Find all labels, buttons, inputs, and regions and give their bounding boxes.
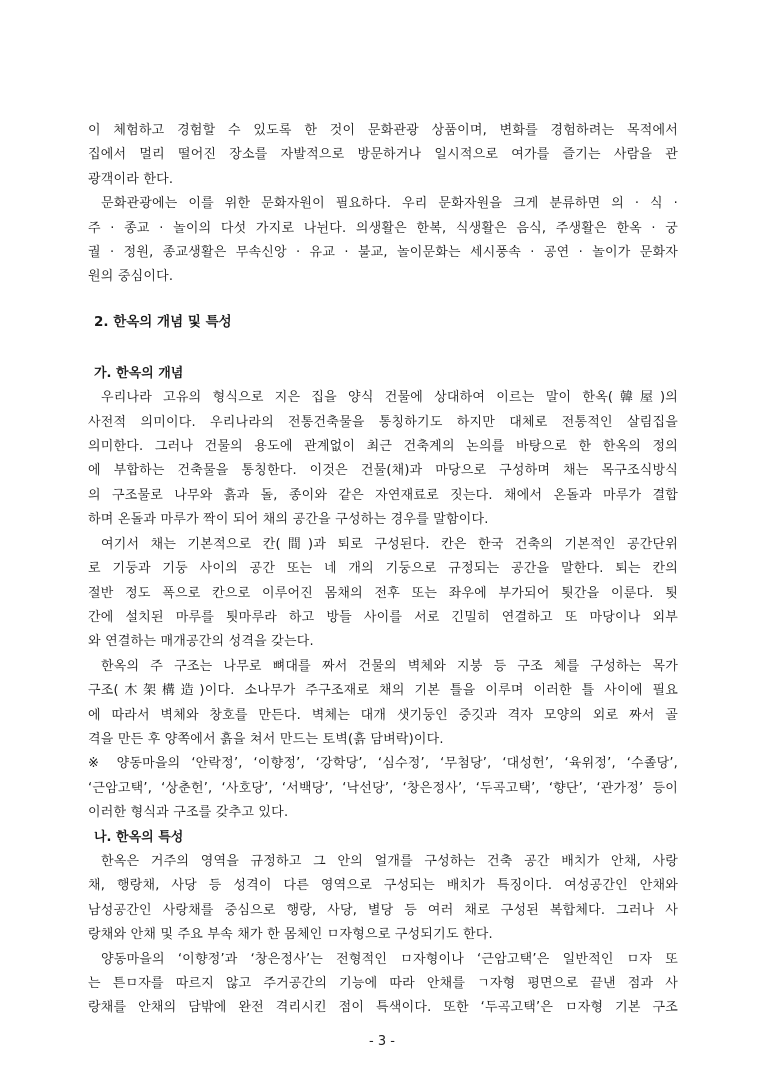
text-line: 에 따라서 벽체와 창호를 만든다. 벽체는 대개 샛기둥인 중깃과 격자 모양의 외로 짜서 골 <box>88 707 678 723</box>
text-line: 의 구조물로 나무와 흙과 돌, 종이와 같은 자연재료로 짓는다. 채에서 온돌과 마루가 결합 <box>88 487 678 503</box>
text-line: 양동마을의 ‘이향정’과 ‘창은정사’는 전형적인 ㅁ자형이나 ‘근암고택’은 일반적인 ㅁ자 또 <box>101 951 678 967</box>
text-line: ‘근암고택’, ‘상춘헌’, ‘사호당’, ‘서백당’, ‘낙선당’, ‘창은정사’, ‘두곡고택’, ‘향단’, ‘관가정’ 등이 <box>88 780 678 796</box>
subsection-heading-characteristics: 나. 한옥의 특성 <box>94 829 184 845</box>
text-line: ※ 양동마을의 ‘안락정’, ‘이향정’, ‘강학당’, ‘심수정’, ‘무첨당’, ‘대성헌’, ‘육위정’, ‘수졸당’, <box>88 756 678 772</box>
text-line: 채, 행랑채, 사당 등 성격이 다른 영역으로 구성되는 배치가 특징이다. 여성공간인 안채와 <box>88 878 678 894</box>
text-line: 절반 정도 폭으로 칸으로 이루어진 몸채의 전후 또는 좌우에 부가되어 툇간을 이룬다. 툇 <box>88 585 678 601</box>
text-line: 하며 온돌과 마루가 짝이 되어 채의 공간을 구성하는 경우를 말함이다. <box>88 512 489 528</box>
text-line: 격을 만든 후 양쪽에서 흙을 쳐서 만드는 토벽(흙 담벼락)이다. <box>88 731 444 747</box>
text-line: 한옥의 주 구조는 나무로 뼈대를 짜서 건물의 벽체와 지붕 등 구조 체를 구성하는 목가 <box>101 658 678 674</box>
text-line: 랑채와 안채 및 주요 부속 채가 한 몸체인 ㅁ자형으로 구성되기도 한다. <box>88 927 493 943</box>
paragraph-kan-and-toe <box>88 533 678 655</box>
paragraph-cultural-resources <box>88 192 678 290</box>
text-line: 문화관광에는 이를 위한 문화자원이 필요하다. 우리 문화자원을 크게 분류하면 의 · 식 · <box>101 196 678 212</box>
text-line: 구조(木架構造)이다. 소나무가 주구조재로 채의 기본 틀을 이루며 이러한 틀 사이에 필요 <box>88 683 678 699</box>
paragraph-wooden-structure <box>88 655 678 753</box>
text-line: 한옥은 거주의 영역을 규정하고 그 안의 얼개를 구성하는 건축 공간 배치가 안채, 사랑 <box>101 853 678 869</box>
subsection-heading-concept: 가. 한옥의 개념 <box>94 365 184 381</box>
text-line: 간에 설치된 마루를 툇마루라 하고 방들 사이를 서로 긴밀히 연결하고 또 마당이나 외부 <box>88 609 678 625</box>
section-heading: 2. 한옥의 개념 및 특성 <box>94 313 232 330</box>
text-line: 사전적 의미이다. 우리나라의 전통건축물을 통칭하기도 하지만 대체로 전통적인 살림집을 <box>88 414 678 430</box>
paragraph-tourism-intro <box>88 119 678 192</box>
text-line: 남성공간인 사랑채를 중심으로 행랑, 사당, 별당 등 여러 채로 구성된 복합체다. 그러나 사 <box>88 902 678 918</box>
text-line: 광객이라 한다. <box>88 171 174 187</box>
text-line: 원의 중심이다. <box>88 269 174 285</box>
paragraph-hanok-definition <box>88 386 678 532</box>
text-line: 여기서 채는 기본적으로 칸(間)과 퇴로 구성된다. 칸은 한국 건축의 기본적인 공간단위 <box>101 536 678 552</box>
text-line: 와 연결하는 매개공간의 성격을 갖는다. <box>88 634 314 650</box>
text-line: 궐 · 정원, 종교생활은 무속신앙 · 유교 · 불교, 놀이문화는 세시풍속 · 공연 · 놀이가 문화자 <box>88 245 678 261</box>
text-line: 에 부합하는 건축물을 통칭한다. 이것은 건물(채)과 마당으로 구성하며 채는 목구조식방식 <box>88 463 678 479</box>
document-body <box>88 119 678 1021</box>
note-yangdong-examples <box>88 752 678 825</box>
paragraph-yangdong-forms <box>88 948 678 1021</box>
text-line: 우리나라 고유의 형식으로 지은 집을 양식 건물에 상대하여 이르는 말이 한옥(韓屋)의 <box>101 390 678 406</box>
text-line: 이 체험하고 경험할 수 있도록 한 것이 문화관광 상품이며, 변화를 경험하려는 목적에서 <box>88 123 678 138</box>
text-line: 이러한 형식과 구조를 갖추고 있다. <box>88 805 289 821</box>
text-line: 는 튼ㅁ자를 따르지 않고 주거공간의 기능에 따라 안채를 ㄱ자형 평면으로 끝낸 점과 사 <box>88 976 678 991</box>
text-line: 의미한다. 그러나 건물의 용도에 관계없이 최근 건축계의 논의를 바탕으로 한 한옥의 정의 <box>88 439 678 455</box>
text-line: 집에서 멀리 떨어진 장소를 자발적으로 방문하거나 일시적으로 여가를 즐기는 사람을 관 <box>88 147 678 163</box>
text-line: 랑채를 안채의 담밖에 완전 격리시킨 점이 특색이다. 또한 ‘두곡고택’은 ㅁ자형 기본 구조 <box>88 1000 678 1016</box>
text-line: 주 · 종교 · 놀이의 다섯 가지로 나뉜다. 의생활은 한복, 식생활은 음식, 주생활은 한옥 · 궁 <box>88 220 678 236</box>
page-number: - 3 - <box>369 1034 395 1049</box>
text-line: 로 기둥과 기둥 사이의 공간 또는 네 개의 기둥으로 규정되는 공간을 말한다. 퇴는 칸의 <box>88 561 678 577</box>
paragraph-layout-characteristics <box>88 850 678 948</box>
